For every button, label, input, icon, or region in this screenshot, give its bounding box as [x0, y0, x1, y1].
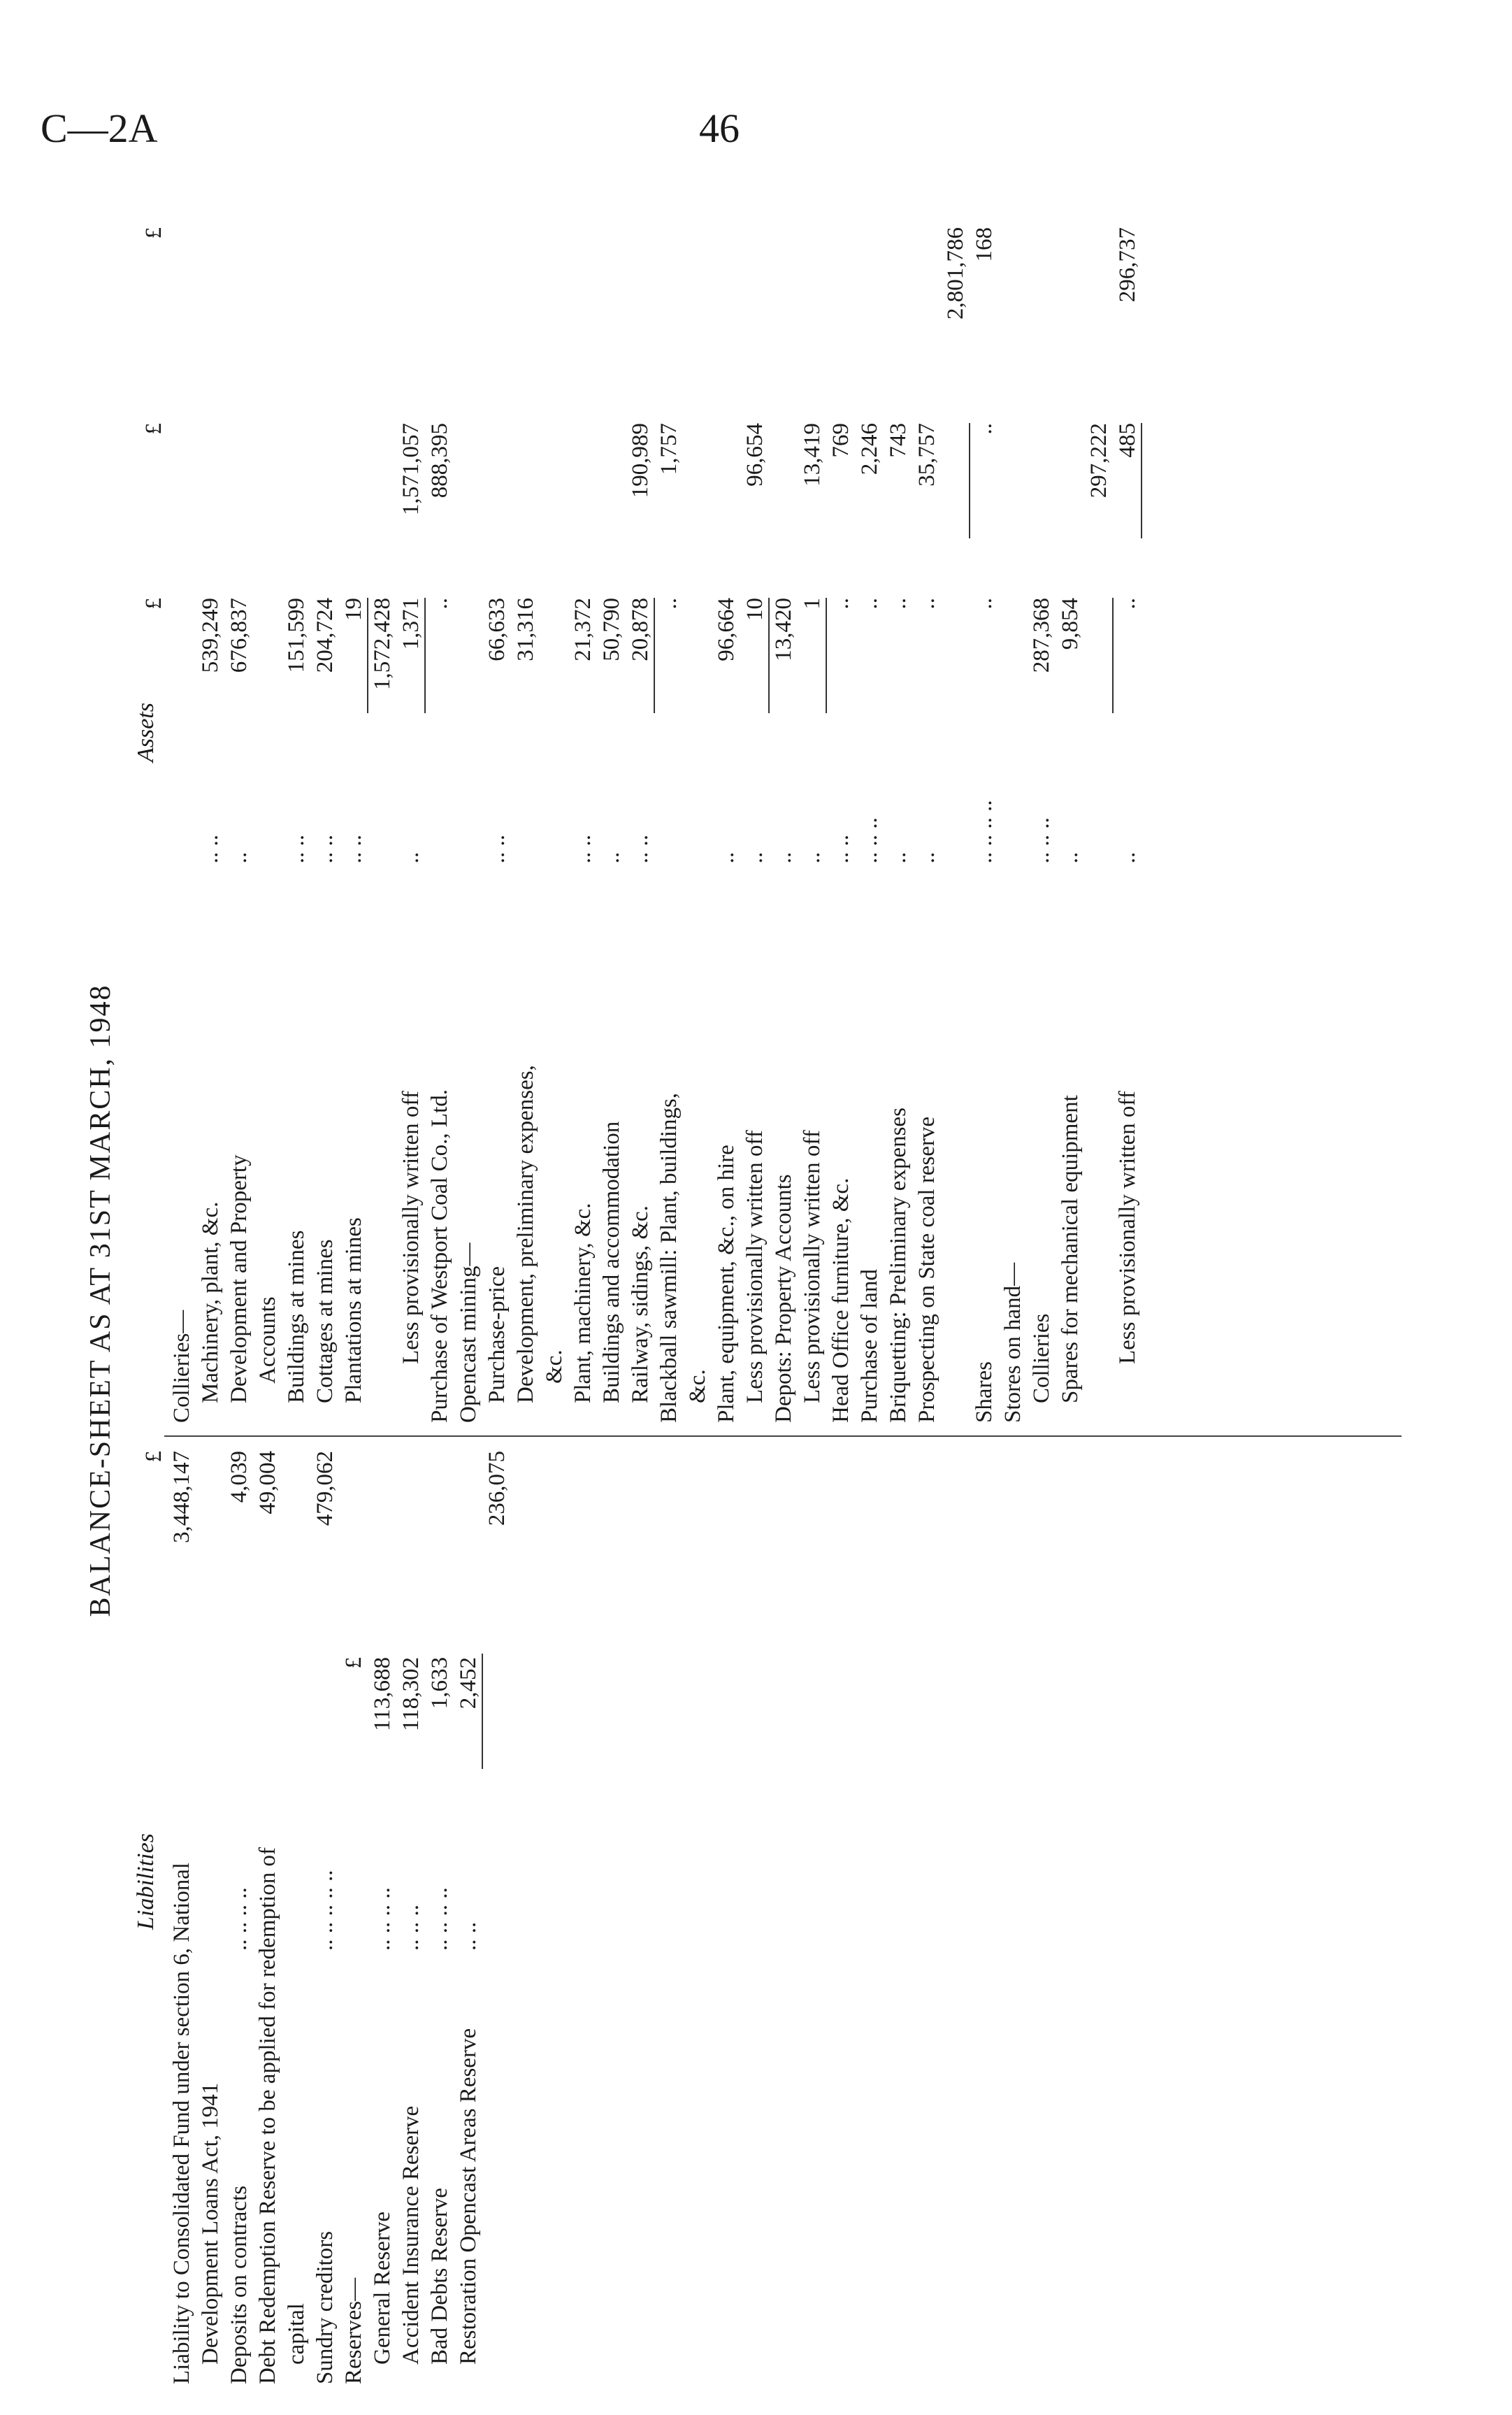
table-row — [1056, 217, 1084, 1437]
amount-cell: 20,878 — [628, 598, 653, 661]
table-row — [340, 217, 368, 1437]
table-row — [655, 217, 683, 1437]
row-label: Sundry creditors — [312, 2230, 338, 2384]
table-row — [1114, 217, 1142, 1437]
amount-cell: 13,419 — [800, 423, 825, 487]
row-label: Opencast mining— — [456, 1242, 481, 1423]
leader-dots: .. .. — [341, 834, 366, 863]
subtotal-rule — [1141, 423, 1142, 538]
table-row — [397, 1437, 425, 2384]
table-row — [254, 1437, 282, 2384]
amount-cell: 2,452 — [456, 1657, 481, 1710]
row-label: &c. — [685, 1369, 710, 1403]
table-row — [483, 1437, 511, 2384]
row-label: Debt Redemption Reserve to be applied for redemption of — [255, 1847, 280, 2384]
row-label: Accounts — [255, 1296, 280, 1384]
row-label: General Reserve — [370, 2212, 395, 2365]
table-row — [368, 217, 396, 1437]
table-row — [512, 217, 540, 1437]
row-label: Shares — [972, 1361, 997, 1423]
amount-cell: 1 — [800, 598, 825, 610]
table-row — [282, 1437, 310, 2384]
row-label: Less provisionally written off — [1115, 1091, 1140, 1364]
row-label: Development Loans Act, 1941 — [198, 2082, 223, 2365]
subtotal-rule — [969, 423, 970, 538]
amount-cell: 50,790 — [599, 598, 624, 661]
row-label: Railway, sidings, &c. — [628, 1205, 653, 1403]
row-label: Head Office furniture, &c. — [828, 1177, 854, 1423]
amount-cell: 49,004 — [255, 1451, 280, 1514]
amount-cell: 21,372 — [570, 598, 596, 661]
amount-cell: 485 — [1115, 423, 1140, 458]
assets-currency-header — [140, 217, 168, 1437]
amount-cell: .. — [972, 423, 997, 435]
amount-cell: 113,688 — [370, 1657, 395, 1732]
amount-cell: 96,654 — [742, 423, 768, 487]
leader-dots: .. — [886, 852, 911, 863]
amount-cell: .. — [427, 598, 452, 610]
table-row — [856, 217, 884, 1437]
table-row — [454, 217, 482, 1437]
amount-cell: 1,757 — [656, 423, 682, 475]
subtotal-rule — [826, 598, 827, 713]
currency-symbol: £ — [141, 423, 166, 435]
table-row — [712, 217, 740, 1437]
amount-cell: 31,316 — [513, 598, 538, 661]
row-label: Accident Insurance Reserve — [398, 2105, 424, 2365]
table-row — [483, 217, 511, 1437]
row-label: Deposits on contracts — [226, 2185, 252, 2384]
table-row — [827, 217, 855, 1437]
table-row — [426, 1437, 454, 2384]
amount-cell: 66,633 — [484, 598, 510, 661]
table-row — [913, 217, 941, 1437]
page-title: BALANCE-SHEET AS AT 31ST MARCH, 1948 — [85, 984, 117, 1617]
amount-cell: 479,062 — [312, 1451, 338, 1526]
table-row — [569, 217, 597, 1437]
row-label: Liability to Consolidated Fund under section 6, National — [169, 1862, 194, 2384]
leader-dots: .. .. — [456, 1921, 481, 1951]
row-label: Spares for mechanical equipment — [1058, 1095, 1083, 1403]
amount-cell: 743 — [886, 423, 911, 458]
table-row — [168, 217, 196, 1437]
table-row — [368, 1437, 396, 2384]
amount-cell: 10 — [742, 598, 768, 621]
table-row — [254, 217, 282, 1437]
leader-dots: .. .. .. .. — [226, 1887, 252, 1951]
leader-dots: .. — [800, 852, 825, 863]
row-label: Stores on hand— — [1000, 1262, 1025, 1423]
row-label: Plant, machinery, &c. — [570, 1203, 596, 1403]
row-label: Collieries— — [169, 1310, 194, 1423]
liabilities-heading: Liabilities — [133, 1833, 159, 1930]
row-label: Briquetting: Preliminary expenses — [886, 1108, 911, 1423]
row-label: Purchase of land — [857, 1269, 882, 1423]
amount-cell: 204,724 — [312, 598, 338, 673]
row-label: Cottages at mines — [312, 1239, 338, 1403]
amount-cell: .. — [886, 598, 911, 610]
table-row — [540, 217, 568, 1437]
amount-cell: 151,599 — [284, 598, 309, 673]
amount-cell: 168 — [972, 227, 997, 262]
amount-cell: .. — [857, 598, 882, 610]
row-label: Less provisionally written off — [800, 1130, 825, 1403]
table-row — [741, 217, 769, 1437]
amount-cell: 190,989 — [628, 423, 653, 499]
row-label: Restoration Opencast Areas Reserve — [456, 2028, 481, 2365]
amount-cell: 2,246 — [857, 423, 882, 475]
row-label: Development and Property — [226, 1154, 252, 1403]
row-label: Less provisionally written off — [398, 1091, 424, 1364]
leader-dots: .. — [714, 852, 739, 863]
subtotal-rule — [654, 598, 655, 713]
table-row — [311, 1437, 339, 2384]
row-label: Blackball sawmill: Plant, buildings, — [656, 1092, 682, 1423]
amount-cell: 35,757 — [914, 423, 939, 487]
row-label: Buildings and accommodation — [599, 1121, 624, 1403]
table-row — [884, 217, 912, 1437]
amount-cell: 1,572,428 — [370, 598, 395, 690]
leader-dots: .. — [1058, 852, 1083, 863]
table-row — [340, 1437, 368, 2384]
amount-cell: 96,664 — [714, 598, 739, 661]
table-row — [225, 1437, 253, 2384]
amount-cell: 1,633 — [427, 1657, 452, 1710]
table-row — [426, 217, 454, 1437]
leader-dots: .. .. .. .. — [972, 800, 997, 863]
amount-cell: 19 — [341, 598, 366, 621]
amount-cell: .. — [972, 598, 997, 610]
row-label: Plant, equipment, &c., on hire — [714, 1145, 739, 1423]
row-label: capital — [284, 2303, 309, 2365]
leader-dots: .. .. .. .. — [427, 1887, 452, 1951]
table-row — [798, 217, 826, 1437]
currency-symbol: £ — [141, 227, 166, 239]
leader-dots: .. .. — [628, 834, 653, 863]
subtotal-rule — [768, 598, 770, 713]
row-label: Collieries — [1029, 1313, 1054, 1403]
table-row — [282, 217, 310, 1437]
leader-dots: .. — [226, 852, 252, 863]
table-row — [684, 217, 712, 1437]
currency-symbol: £ — [141, 1451, 166, 1463]
amount-cell: 9,854 — [1058, 598, 1083, 650]
page-number: 46 — [699, 106, 740, 151]
leader-dots: .. — [599, 852, 624, 863]
amount-cell: 118,302 — [398, 1657, 424, 1732]
amount-cell: 297,222 — [1086, 423, 1111, 499]
amount-cell: 2,801,786 — [943, 227, 968, 320]
amount-cell: 888,395 — [427, 423, 452, 499]
page-header-left: C—2A — [41, 106, 158, 151]
subtotal-rule — [482, 1654, 483, 1769]
amount-cell: 1,571,057 — [398, 423, 424, 515]
amount-cell: £ — [341, 1657, 366, 1669]
table-row — [598, 217, 626, 1437]
amount-cell: .. — [828, 598, 854, 610]
table-row — [168, 1437, 196, 2384]
leader-dots: .. .. — [484, 834, 510, 863]
leader-dots: .. .. — [828, 834, 854, 863]
leader-dots: .. .. — [312, 834, 338, 863]
table-row — [311, 217, 339, 1437]
table-row — [397, 217, 425, 1437]
leader-dots: .. .. .. .. — [370, 1887, 395, 1951]
row-label: &c. — [542, 1349, 567, 1384]
table-row — [454, 1437, 482, 2384]
amount-cell: 3,448,147 — [169, 1451, 194, 1543]
subtotal-rule — [1112, 598, 1114, 713]
leader-dots: .. .. — [284, 834, 309, 863]
table-row — [770, 217, 798, 1437]
amount-cell: 296,737 — [1115, 227, 1140, 303]
row-label: Purchase-price — [484, 1266, 510, 1403]
leader-dots: .. — [1115, 852, 1140, 863]
amount-cell: 236,075 — [484, 1451, 510, 1526]
row-label: Reserves— — [341, 2277, 366, 2384]
table-row — [1028, 217, 1056, 1437]
table-row — [999, 217, 1027, 1437]
amount-cell: .. — [656, 598, 682, 610]
row-label: Machinery, plant, &c. — [198, 1201, 223, 1403]
table-row — [942, 217, 970, 1437]
row-label: Prospecting on State coal reserve — [914, 1116, 939, 1423]
leader-dots: .. .. .. — [857, 817, 882, 863]
leader-dots: .. — [742, 852, 768, 863]
leader-dots: .. .. — [198, 834, 223, 863]
amount-cell: 676,837 — [226, 598, 252, 673]
row-label: Depots: Property Accounts — [771, 1174, 796, 1423]
leader-dots: .. .. .. — [398, 1905, 424, 1951]
leader-dots: .. — [398, 852, 424, 863]
subtotal-rule — [424, 598, 426, 713]
table-row — [196, 217, 224, 1437]
liabilities-currency-header — [140, 1437, 168, 2384]
amount-cell: .. — [914, 598, 939, 610]
amount-cell: 539,249 — [198, 598, 223, 673]
table-row — [626, 217, 654, 1437]
leader-dots: .. .. .. — [1029, 817, 1054, 863]
row-label: Development, preliminary expenses, — [513, 1065, 538, 1403]
leader-dots: .. — [914, 852, 939, 863]
amount-cell: 13,420 — [771, 598, 796, 661]
leader-dots: .. .. .. .. .. — [312, 1870, 338, 1951]
assets-heading: Assets — [133, 703, 159, 762]
row-label: Buildings at mines — [284, 1230, 309, 1403]
subtotal-rule — [367, 598, 368, 713]
leader-dots: .. .. — [570, 834, 596, 863]
leader-dots: .. — [771, 852, 796, 863]
balance-sheet-page — [84, 217, 1447, 2384]
table-row — [225, 217, 253, 1437]
amount-cell: 1,371 — [398, 598, 424, 650]
table-row — [970, 217, 998, 1437]
amount-cell: 4,039 — [226, 1451, 252, 1503]
currency-symbol: £ — [141, 598, 166, 610]
row-label: Bad Debts Reserve — [427, 2188, 452, 2365]
table-row — [1085, 217, 1113, 1437]
row-label: Plantations at mines — [341, 1217, 366, 1403]
row-label: Purchase of Westport Coal Co., Ltd. — [427, 1089, 452, 1423]
amount-cell: 287,368 — [1029, 598, 1054, 673]
amount-cell: 769 — [828, 423, 854, 458]
amount-cell: .. — [1115, 598, 1140, 610]
row-label: Less provisionally written off — [742, 1130, 768, 1403]
table-row — [196, 1437, 224, 2384]
